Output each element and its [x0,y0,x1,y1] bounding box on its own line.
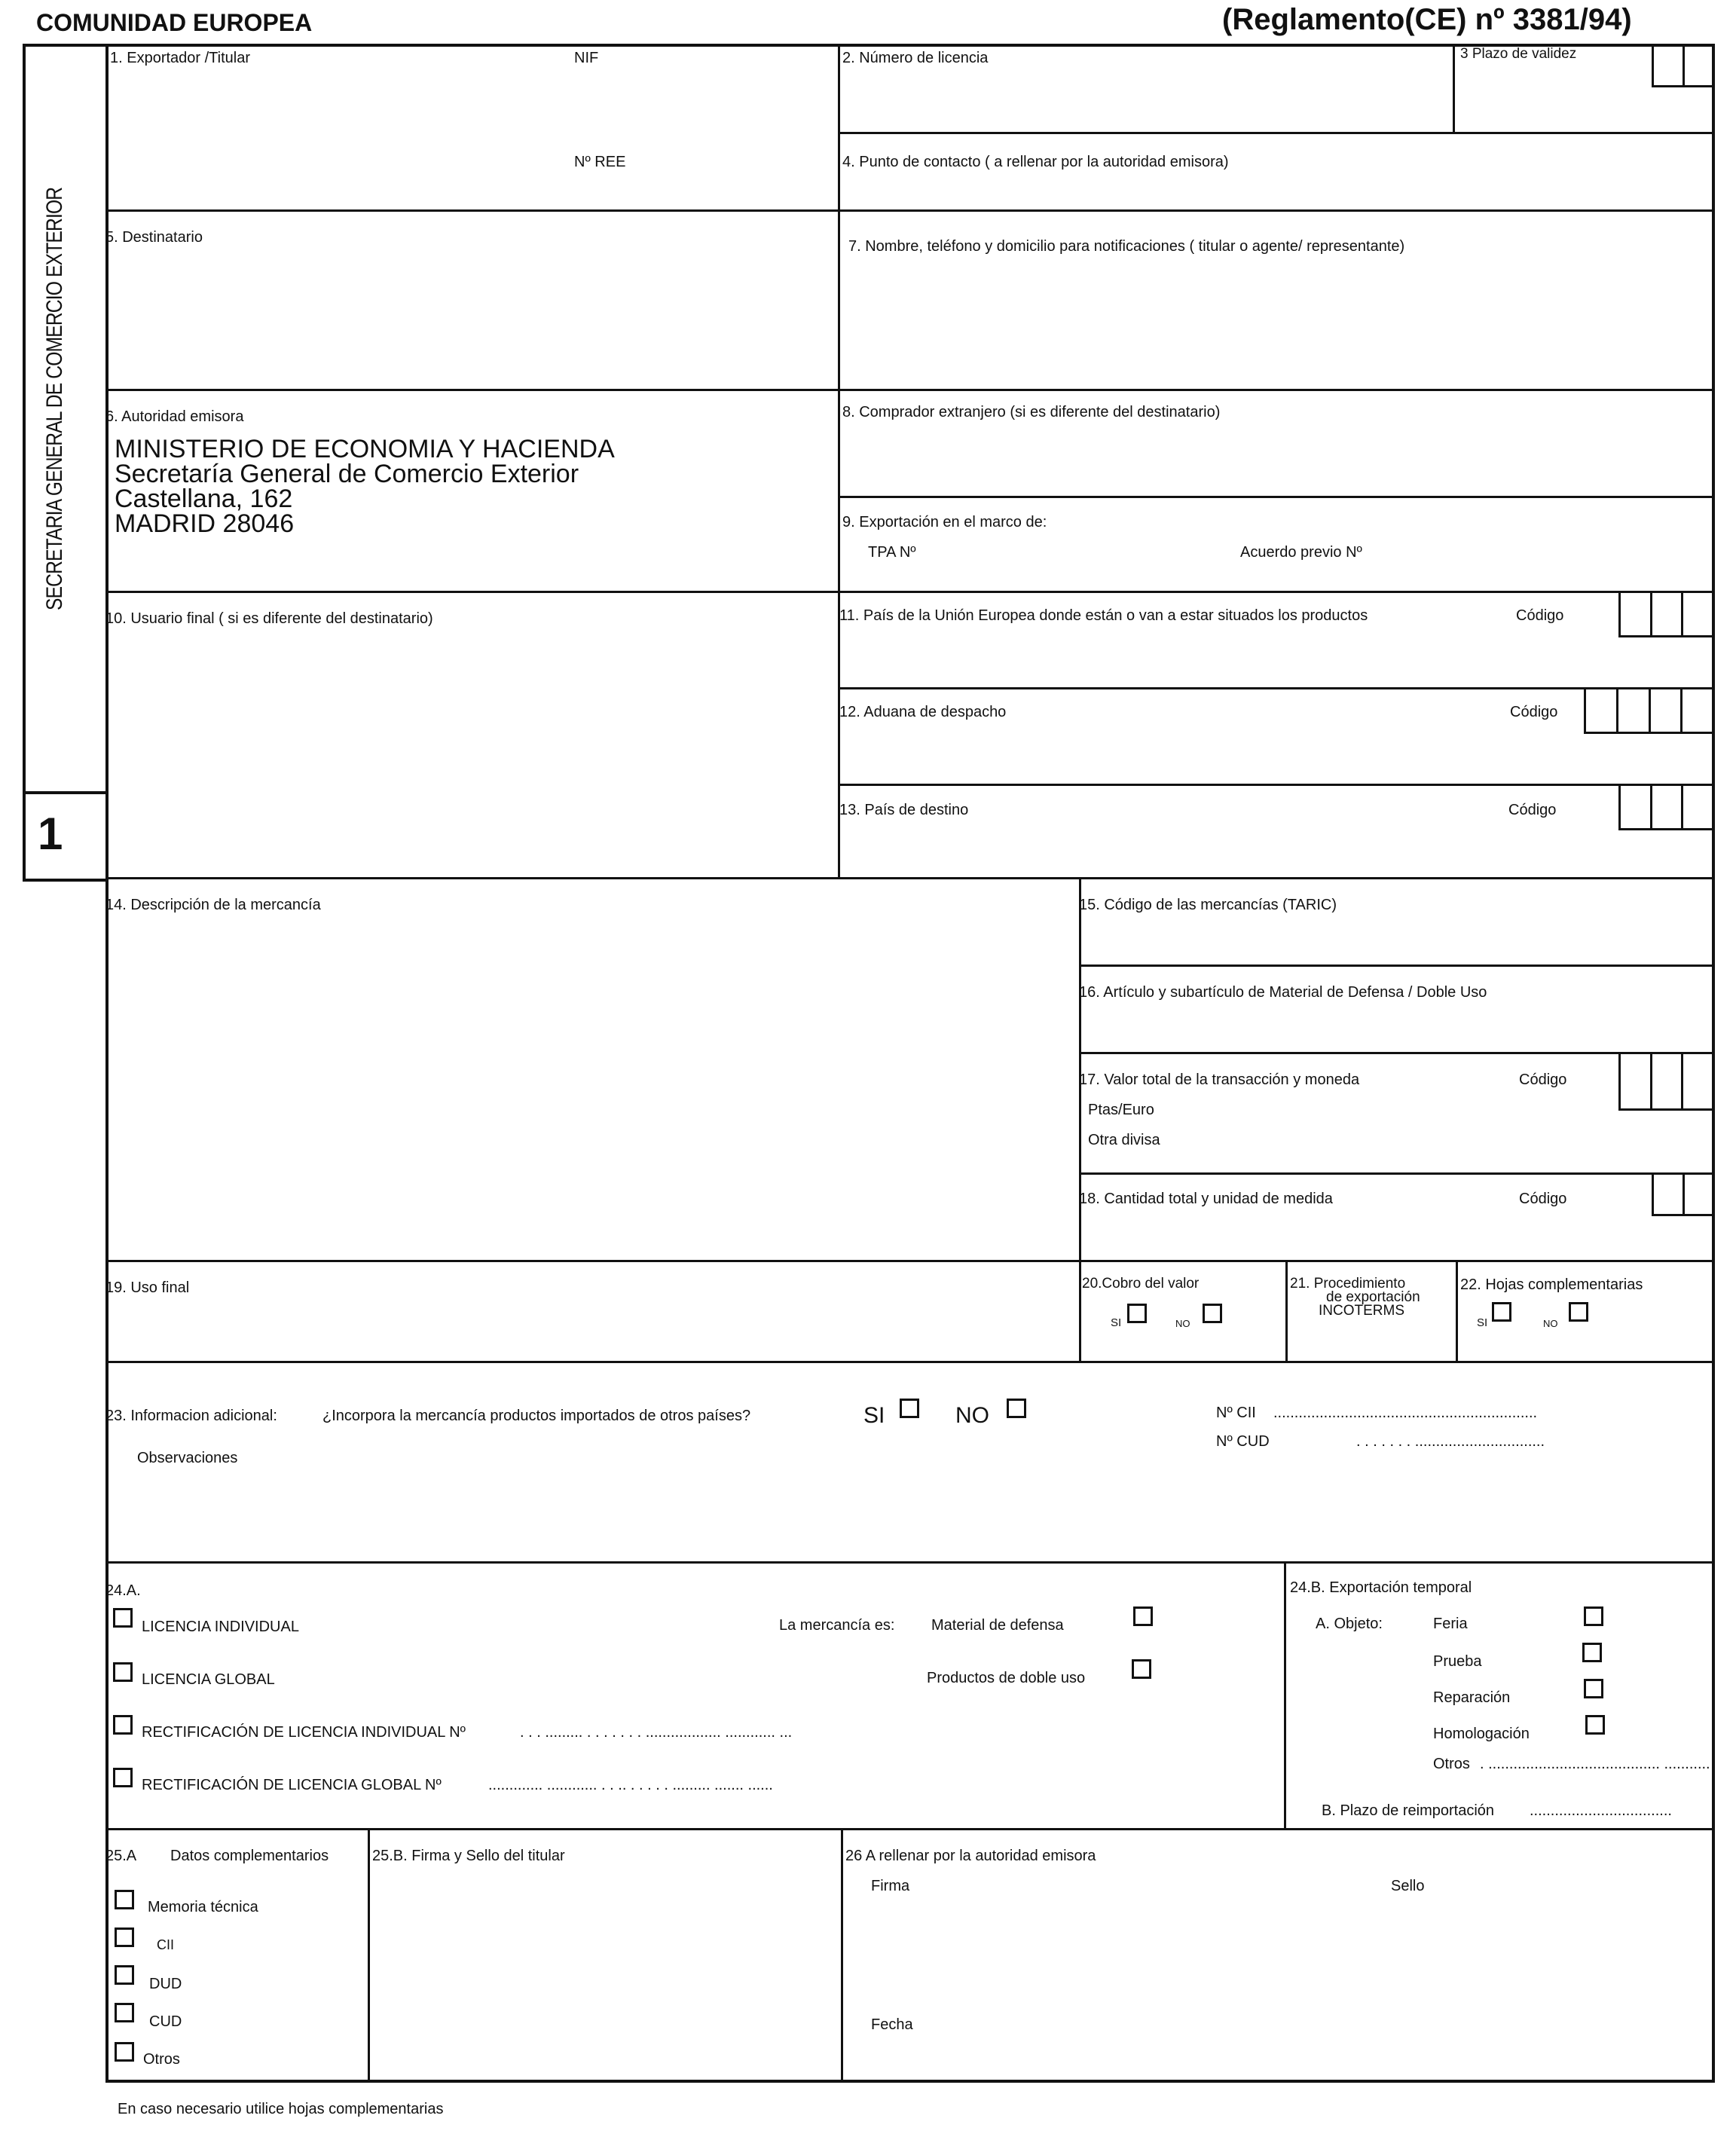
otros-dots: . ......................................... ........... [1480,1756,1710,1772]
code-label-18: Código [1519,1191,1567,1207]
field-1-label: 1. Exportador /Titular [110,50,251,66]
field-4-label: 4. Punto de contacto ( a rellenar por la autoridad emisora) [842,154,1229,170]
code-boxes-12[interactable] [1584,687,1715,734]
material-defensa-label: Material de defensa [931,1617,1064,1634]
divider [368,1828,370,2083]
validity-code-boxes[interactable] [1652,44,1715,87]
exporter-input[interactable] [108,68,832,203]
cii-label: CII [157,1937,175,1952]
acuerdo-label: Acuerdo previo Nº [1240,544,1362,561]
field-23-question: ¿Incorpora la mercancía productos importados de otros países? [322,1408,751,1424]
objeto-label: A. Objeto: [1316,1616,1383,1632]
no-label-20: NO [1175,1318,1190,1329]
checkbox-licencia-individual[interactable] [113,1608,133,1628]
otros-25-label: Otros [143,2051,180,2068]
datos-complementarios-label: Datos complementarios [170,1848,329,1864]
footer-note: En caso necesario utilice hojas complementarias [118,2101,444,2117]
checkbox-prueba[interactable] [1582,1643,1602,1662]
nif-label: NIF [574,50,599,66]
consignee-input[interactable] [108,249,832,384]
si-label-23: SI [863,1403,885,1428]
nree-label: Nº REE [574,154,626,170]
license-number-input[interactable] [842,68,1445,128]
checkbox-importados-si[interactable] [900,1399,919,1418]
homologacion-label: Homologación [1433,1726,1530,1742]
checkbox-cii[interactable] [115,1927,134,1947]
field-15-label: 15. Código de las mercancías (TARIC) [1079,897,1337,913]
feria-label: Feria [1433,1616,1468,1632]
divider [1079,965,1715,967]
divider [105,1361,1715,1363]
field-9-label: 9. Exportación en el marco de: [842,514,1047,530]
foreign-buyer-input[interactable] [842,423,1709,491]
dud-label: DUD [149,1976,182,1992]
rect-global-label: RECTIFICACIÓN DE LICENCIA GLOBAL Nº [142,1777,442,1793]
divider [838,496,1715,498]
end-use-input[interactable] [108,1298,1073,1358]
goods-description-input[interactable] [108,916,1073,1255]
divider [838,132,1715,134]
field-10-label: 10. Usuario final ( si es diferente del destinatario) [105,610,433,627]
field-13-label: 13. País de destino [839,802,969,818]
fecha-label: Fecha [871,2016,913,2033]
rect-global-dots: ............. ............ . . .. . . . . . ......... ....... ...... [488,1777,773,1793]
divider [1079,877,1081,1362]
field-25a-label: 25.A [105,1848,137,1864]
code-label-12: Código [1510,704,1558,720]
authority-line-3: Castellana, 162 [115,485,293,513]
cud-label: CUD [149,2013,182,2030]
prueba-label: Prueba [1433,1653,1482,1670]
divider [105,591,1715,593]
code-boxes-17[interactable] [1618,1052,1715,1111]
divider [1284,1561,1286,1830]
sello-label: Sello [1391,1878,1425,1894]
code-label-11: Código [1516,607,1564,624]
licencia-individual-label: LICENCIA INDIVIDUAL [142,1619,299,1635]
checkbox-rectificacion-individual[interactable] [113,1715,133,1735]
notification-input[interactable] [842,259,1709,384]
code-boxes-18[interactable] [1652,1172,1715,1216]
code-boxes-13[interactable] [1618,784,1715,830]
field-17-label: 17. Valor total de la transacción y moneda [1079,1072,1360,1088]
field-21-sub: de exportación [1326,1289,1420,1305]
checkbox-cud[interactable] [115,2003,134,2022]
field-21-label: 21. Procedimiento [1290,1276,1406,1292]
checkbox-hojas-no[interactable] [1569,1302,1588,1322]
authority-line-1: MINISTERIO DE ECONOMIA Y HACIENDA [115,435,615,463]
end-user-input[interactable] [108,630,832,871]
checkbox-homologacion[interactable] [1585,1715,1605,1735]
divider [1456,1260,1458,1362]
plazo-reimportacion-label: B. Plazo de reimportación [1322,1802,1495,1819]
reparacion-label: Reparación [1433,1689,1511,1706]
incoterms-label: INCOTERMS [1319,1303,1404,1319]
doble-uso-label: Productos de doble uso [927,1670,1086,1686]
tpa-label: TPA Nº [868,544,916,561]
firma-titular-area[interactable] [372,1869,836,2078]
plazo-reimportacion-dots: .................................. [1530,1802,1672,1819]
ncii-dots: ............................................................... [1273,1405,1538,1421]
field-7-label: 7. Nombre, teléfono y domicilio para notificaciones ( titular o agente/ representante) [848,238,1405,255]
checkbox-reparacion[interactable] [1584,1679,1603,1698]
checkbox-cobro-si[interactable] [1127,1304,1147,1323]
field-26-label: 26 A rellenar por la autoridad emisora [845,1848,1096,1864]
divider [105,1260,1715,1262]
divider [105,389,1715,391]
field-8-label: 8. Comprador extranjero (si es diferente del destinatario) [842,404,1221,420]
field-3-label: 3 Plazo de validez [1460,46,1577,62]
field-16-label: 16. Artículo y subartículo de Material de Defensa / Doble Uso [1079,984,1487,1001]
licencia-global-label: LICENCIA GLOBAL [142,1671,275,1688]
no-label-23: NO [955,1403,989,1428]
field-23-label: 23. Informacion adicional: [105,1408,277,1424]
checkbox-rectificacion-global[interactable] [113,1768,133,1787]
ncud-dots: . . . . . . . ............................... [1356,1433,1545,1450]
divider [838,44,840,879]
si-label-22: SI [1477,1316,1488,1329]
side-vertical-text: SECRETARIA GENERAL DE COMERCIO EXTERIOR [42,187,67,610]
rect-individual-dots: . . . ......... . . . . . . . .................. ............ ... [520,1724,793,1741]
divider [105,1828,1715,1830]
code-label-13: Código [1508,802,1557,818]
code-label-17: Código [1519,1072,1567,1088]
field-24b-label: 24.B. Exportación temporal [1290,1579,1472,1596]
checkbox-otros-25[interactable] [115,2042,134,2062]
otros-label: Otros [1433,1756,1470,1772]
ncud-label: Nº CUD [1216,1433,1270,1450]
checkbox-memoria[interactable] [115,1890,134,1909]
authority-line-4: MADRID 28046 [115,509,295,538]
no-label-22: NO [1543,1318,1558,1329]
observaciones-label: Observaciones [137,1450,238,1466]
field-2-label: 2. Número de licencia [842,50,989,66]
field-5-label: 5. Destinatario [105,229,203,246]
divider [841,1828,843,2083]
divider [838,784,1715,786]
memoria-label: Memoria técnica [148,1899,258,1915]
field-22-label: 22. Hojas complementarias [1460,1276,1643,1293]
field-24a-label: 24.A. [105,1582,141,1599]
observaciones-input[interactable] [108,1472,1712,1557]
field-20-label: 20.Cobro del valor [1082,1276,1200,1292]
divider [105,209,1715,212]
ncii-label: Nº CII [1216,1405,1256,1421]
field-18-label: 18. Cantidad total y unidad de medida [1079,1191,1333,1207]
copy-number: 1 [38,809,63,859]
divider [1079,1172,1715,1175]
mercancia-es-label: La mercancía es: [779,1617,895,1634]
divider [1285,1260,1288,1362]
authority-line-2: Secretaría General de Comercio Exterior [115,460,579,488]
checkbox-importados-no[interactable] [1007,1399,1026,1418]
otra-divisa-label: Otra divisa [1088,1132,1160,1148]
divider [105,1561,1715,1564]
field-14-label: 14. Descripción de la mercancía [105,897,321,913]
checkbox-hojas-si[interactable] [1492,1302,1511,1322]
field-19-label: 19. Uso final [105,1279,190,1296]
side-divider [23,791,107,794]
checkbox-doble-uso[interactable] [1132,1659,1151,1679]
divider [1453,44,1455,133]
ptas-label: Ptas/Euro [1088,1102,1154,1118]
code-boxes-11[interactable] [1618,591,1715,637]
field-12-label: 12. Aduana de despacho [839,704,1007,720]
si-label-20: SI [1111,1316,1122,1329]
checkbox-licencia-global[interactable] [113,1662,133,1682]
field-6-label: 6. Autoridad emisora [105,408,244,425]
checkbox-dud[interactable] [115,1965,134,1985]
checkbox-feria[interactable] [1584,1606,1603,1626]
divider [105,877,1715,879]
checkbox-cobro-no[interactable] [1203,1304,1222,1323]
field-25b-label: 25.B. Firma y Sello del titular [372,1848,565,1864]
checkbox-material-defensa[interactable] [1133,1606,1153,1626]
firma-label: Firma [871,1878,910,1894]
rect-individual-label: RECTIFICACIÓN DE LICENCIA INDIVIDUAL Nº [142,1724,466,1741]
field-11-label: 11. País de la Unión Europea donde están o van a estar situados los productos [839,607,1368,624]
header-right: (Reglamento(CE) nº 3381/94) [1222,3,1632,36]
header-left: COMUNIDAD EUROPEA [36,9,313,36]
